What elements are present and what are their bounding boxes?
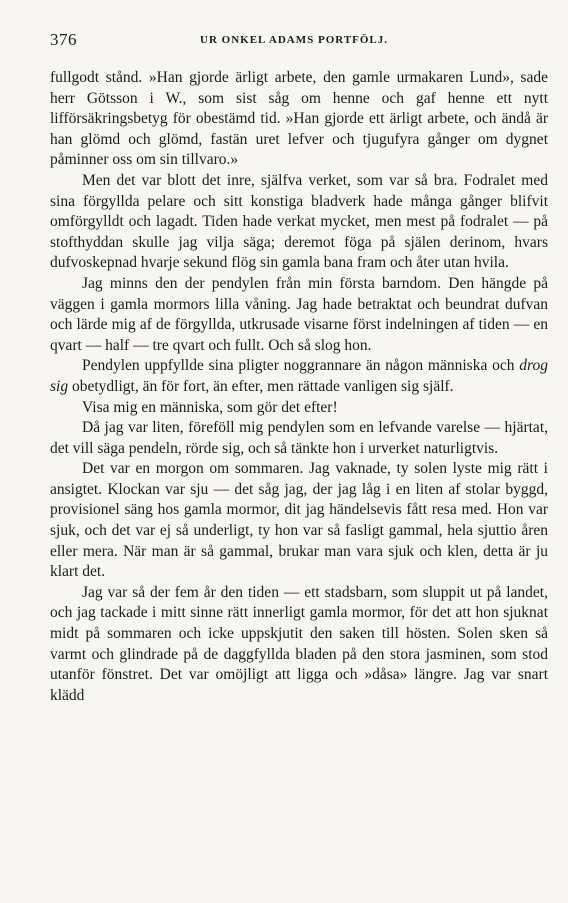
page-header [50,30,548,54]
body-text [50,68,548,706]
paragraph-text: Pendylen uppfyllde sina pligter noggrannare än någon människa och [82,357,520,375]
paragraph [50,356,548,397]
paragraph: fullgodt stånd. »Han gjorde ärligt arbete, den gamle urmakaren Lund», sade herr Götsson i W., som sist såg om henne och gaf henne ett nytt lifförsäkringsbetyg för obestämd tid. »Han gjorde ett ärligt arbete, och ändå är han glömd och glömd, fastän uret lefver och tjugufyra gånger om dygnet påminner oss om sin tillvaro.» [50,69,548,169]
paragraph: Men det var blott det inre, själfva verket, som var så bra. Fodralet med sina förgyllda pelare och sitt konstiga bladverk hade många gånger blifvit omförgylldt och lagadt. Tiden hade verkat mycket, men mest på fodralet — på stofthyddan skulle jag vilja säga; deremot föga på själen derinom, hvars dufvoskepnad hvarje sekund flög sin gamla bana fram och åter utan hvila. [50,171,548,272]
paragraph-text: obetydligt, än för fort, än efter, men rättade vanligen sig själf. [68,377,454,395]
paragraph: Jag minns den der pendylen från min första barndom. Den hängde på väggen i gamla mormors lilla våning. Jag hade betraktat och beundrat dufvan och lärde mig af de förgyllda, utkrusade visarne först indelningen af tiden — en qvart — half — tre qvart och fullt. Och så slog hon. [50,274,548,354]
running-head: UR ONKEL ADAMS PORTFÖLJ. [200,34,389,46]
page-number: 376 [50,30,77,49]
emphasized-text: drog sig [50,357,548,395]
book-page [50,30,548,706]
paragraph: Jag var så der fem år den tiden — ett stadsbarn, som sluppit ut på landet, och jag tackade i mitt sinne rätt innerligt gamla mormor, för det att hon sjuknat midt på sommaren och icke uppskjutit den saken till hösten. Solen sken så varmt och glindrade på de daggfyllda bladen på den stora jasminen, som stod utanför fönstret. Det var omöjligt att ligga och »dåsa» längre. Jag var snart klädd [50,583,548,704]
paragraph: Visa mig en människa, som gör det efter! [82,398,338,416]
paragraph: Det var en morgon om sommaren. Jag vaknade, ty solen lyste mig rätt i ansigtet. Klockan var sju — det såg jag, der jag låg i en liten af stolar byggd, provisionel säng hos gamla mormor, dit jag händelsevis fått resa med. Hon var sjuk, och det var ej så underligt, ty hon var så fasligt gammal, hela sjuttio åren eller mera. När man är så gammal, brukar man vara sjuk och klen, detta är ju klart det. [50,460,548,581]
paragraph: Då jag var liten, föreföll mig pendylen som en lefvande varelse — hjärtat, det vill säga pendeln, rörde sig, och så tänkte hon i urverket naturligtvis. [50,419,548,457]
